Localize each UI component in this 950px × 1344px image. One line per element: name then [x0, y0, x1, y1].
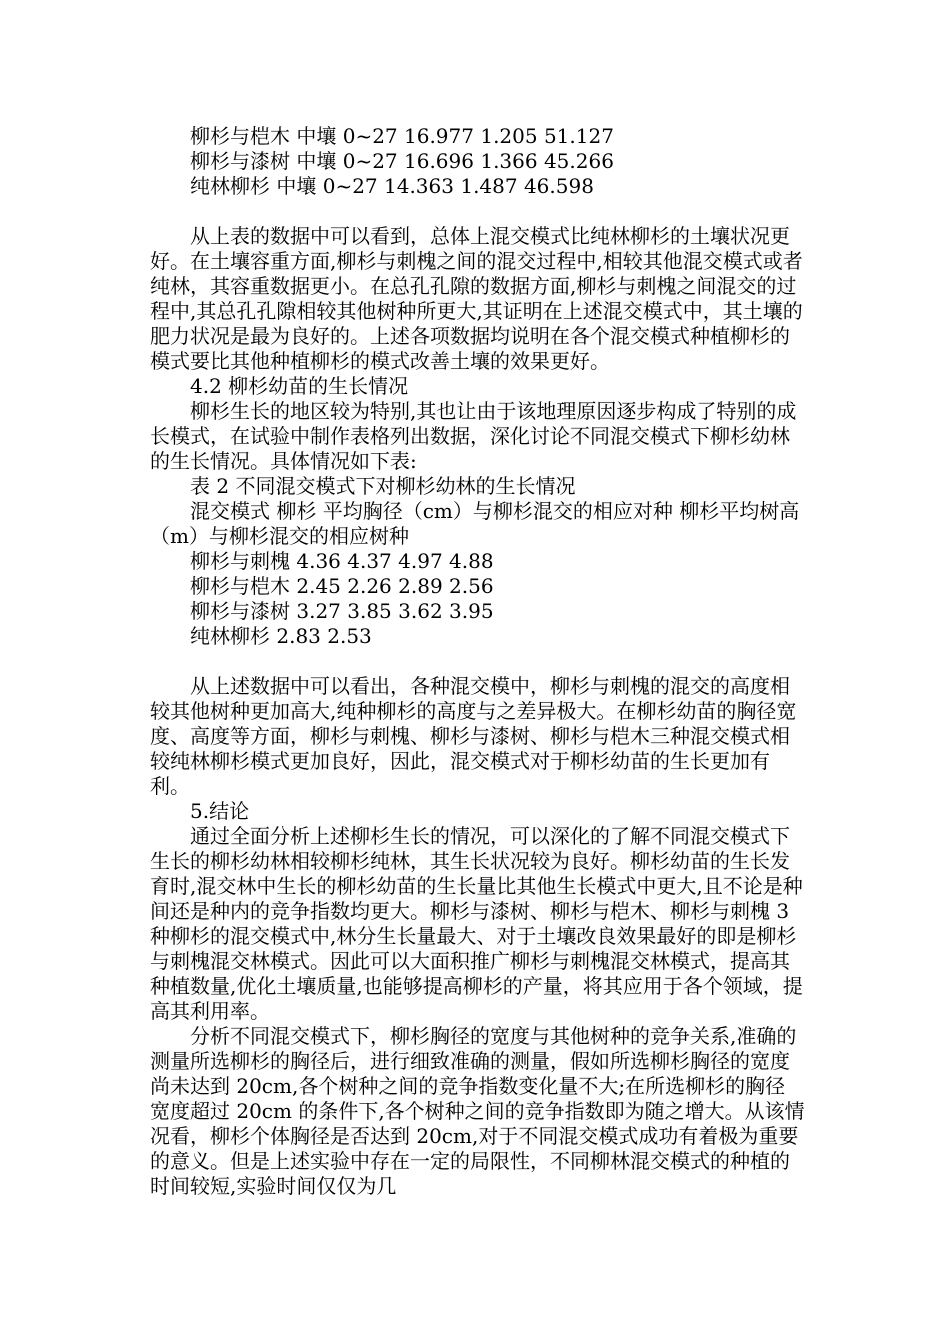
table2-caption: 表 2 不同混交模式下对柳杉幼林的生长情况	[190, 474, 576, 498]
spacer	[150, 649, 805, 674]
table1-row-alder: 柳杉与桤木 中壤 0~27 16.977 1.205 51.127	[190, 124, 614, 148]
section-heading-4-2: 4.2 柳杉幼苗的生长情况	[190, 374, 409, 398]
spacer	[150, 199, 805, 224]
table2-row-locust: 柳杉与刺槐 4.36 4.37 4.97 4.88	[190, 549, 494, 573]
document-body	[150, 124, 805, 1199]
table2-header: 混交模式 柳杉 平均胸径（cm）与柳杉混交的相应对种 柳杉平均树高（m）与柳杉混交的相应树种	[150, 499, 800, 548]
paragraph-conclusion-2: 分析不同混交模式下，柳杉胸径的宽度与其他树种的竞争关系,准确的测量所选柳杉的胸径后，进行细致准确的测量，假如所选柳杉胸径的宽度尚未达到 20cm,各个树种之间的竞争指数变化量不大;在所选柳杉的胸径宽度超过 20cm 的条件下,各个树种之间的竞争指数即为随之增大。从该情况看，柳杉个体胸径是否达到 20cm,对于不同混交模式成功有着极为重要的意义。但是上述实验中存在一定的局限性，不同柳林混交模式的种植的时间较短,实验时间仅仅为几	[150, 1024, 805, 1198]
paragraph-soil-analysis: 从上表的数据中可以看到，总体上混交模式比纯林柳杉的土壤状况更好。在土壤容重方面,柳杉与刺槐之间的混交过程中,相较其他混交模式或者纯林，其容重数据更小。在总孔孔隙的数据方面,柳杉与刺槐之间混交的过程中,其总孔孔隙相较其他树种所更大,其证明在上述混交模式中，其土壤的肥力状况是最为良好的。上述各项数据均说明在各个混交模式种植柳杉的模式要比其他种植柳杉的模式改善土壤的效果更好。	[150, 224, 803, 373]
table1-row-pure: 纯林柳杉 中壤 0~27 14.363 1.487 46.598	[190, 174, 594, 198]
table2-row-alder: 柳杉与桤木 2.45 2.26 2.89 2.56	[190, 574, 494, 598]
table1-row-lacquer: 柳杉与漆树 中壤 0~27 16.696 1.366 45.266	[190, 149, 614, 173]
paragraph-growth-result: 从上述数据中可以看出，各种混交模中，柳杉与刺槐的混交的高度相较其他树种更加高大,纯种柳杉的高度与之差异极大。在柳杉幼苗的胸径宽度、高度等方面，柳杉与刺槐、柳杉与漆树、柳杉与桤木三种混交模式相较纯林柳杉模式更加良好，因此，混交模式对于柳杉幼苗的生长更加有利。	[150, 674, 797, 798]
paragraph-growth-intro: 柳杉生长的地区较为特别,其也让由于该地理原因逐步构成了特别的成长模式，在试验中制作表格列出数据，深化讨论不同混交模式下柳杉幼林的生长情况。具体情况如下表:	[150, 399, 797, 473]
section-heading-5: 5.结论	[190, 799, 250, 823]
table2-row-pure: 纯林柳杉 2.83 2.53	[190, 624, 372, 648]
table2-row-lacquer: 柳杉与漆树 3.27 3.85 3.62 3.95	[190, 599, 494, 623]
paragraph-conclusion-1: 通过全面分析上述柳杉生长的情况，可以深化的了解不同混交模式下生长的柳杉幼林相较柳杉纯林，其生长状况较为良好。柳杉幼苗的生长发育时,混交林中生长的柳杉幼苗的生长量比其他生长模式中更大,且不论是种间还是种内的竞争指数均更大。柳杉与漆树、柳杉与桤木、柳杉与刺槐 3 种柳杉的混交模式中,林分生长量最大、对于土壤改良效果最好的即是柳杉与刺槐混交林模式。因此可以大面积推广柳杉与刺槐混交林模式，提高其种植数量,优化土壤质量,也能够提高柳杉的产量，将其应用于各个领域，提高其利用率。	[150, 824, 803, 1023]
